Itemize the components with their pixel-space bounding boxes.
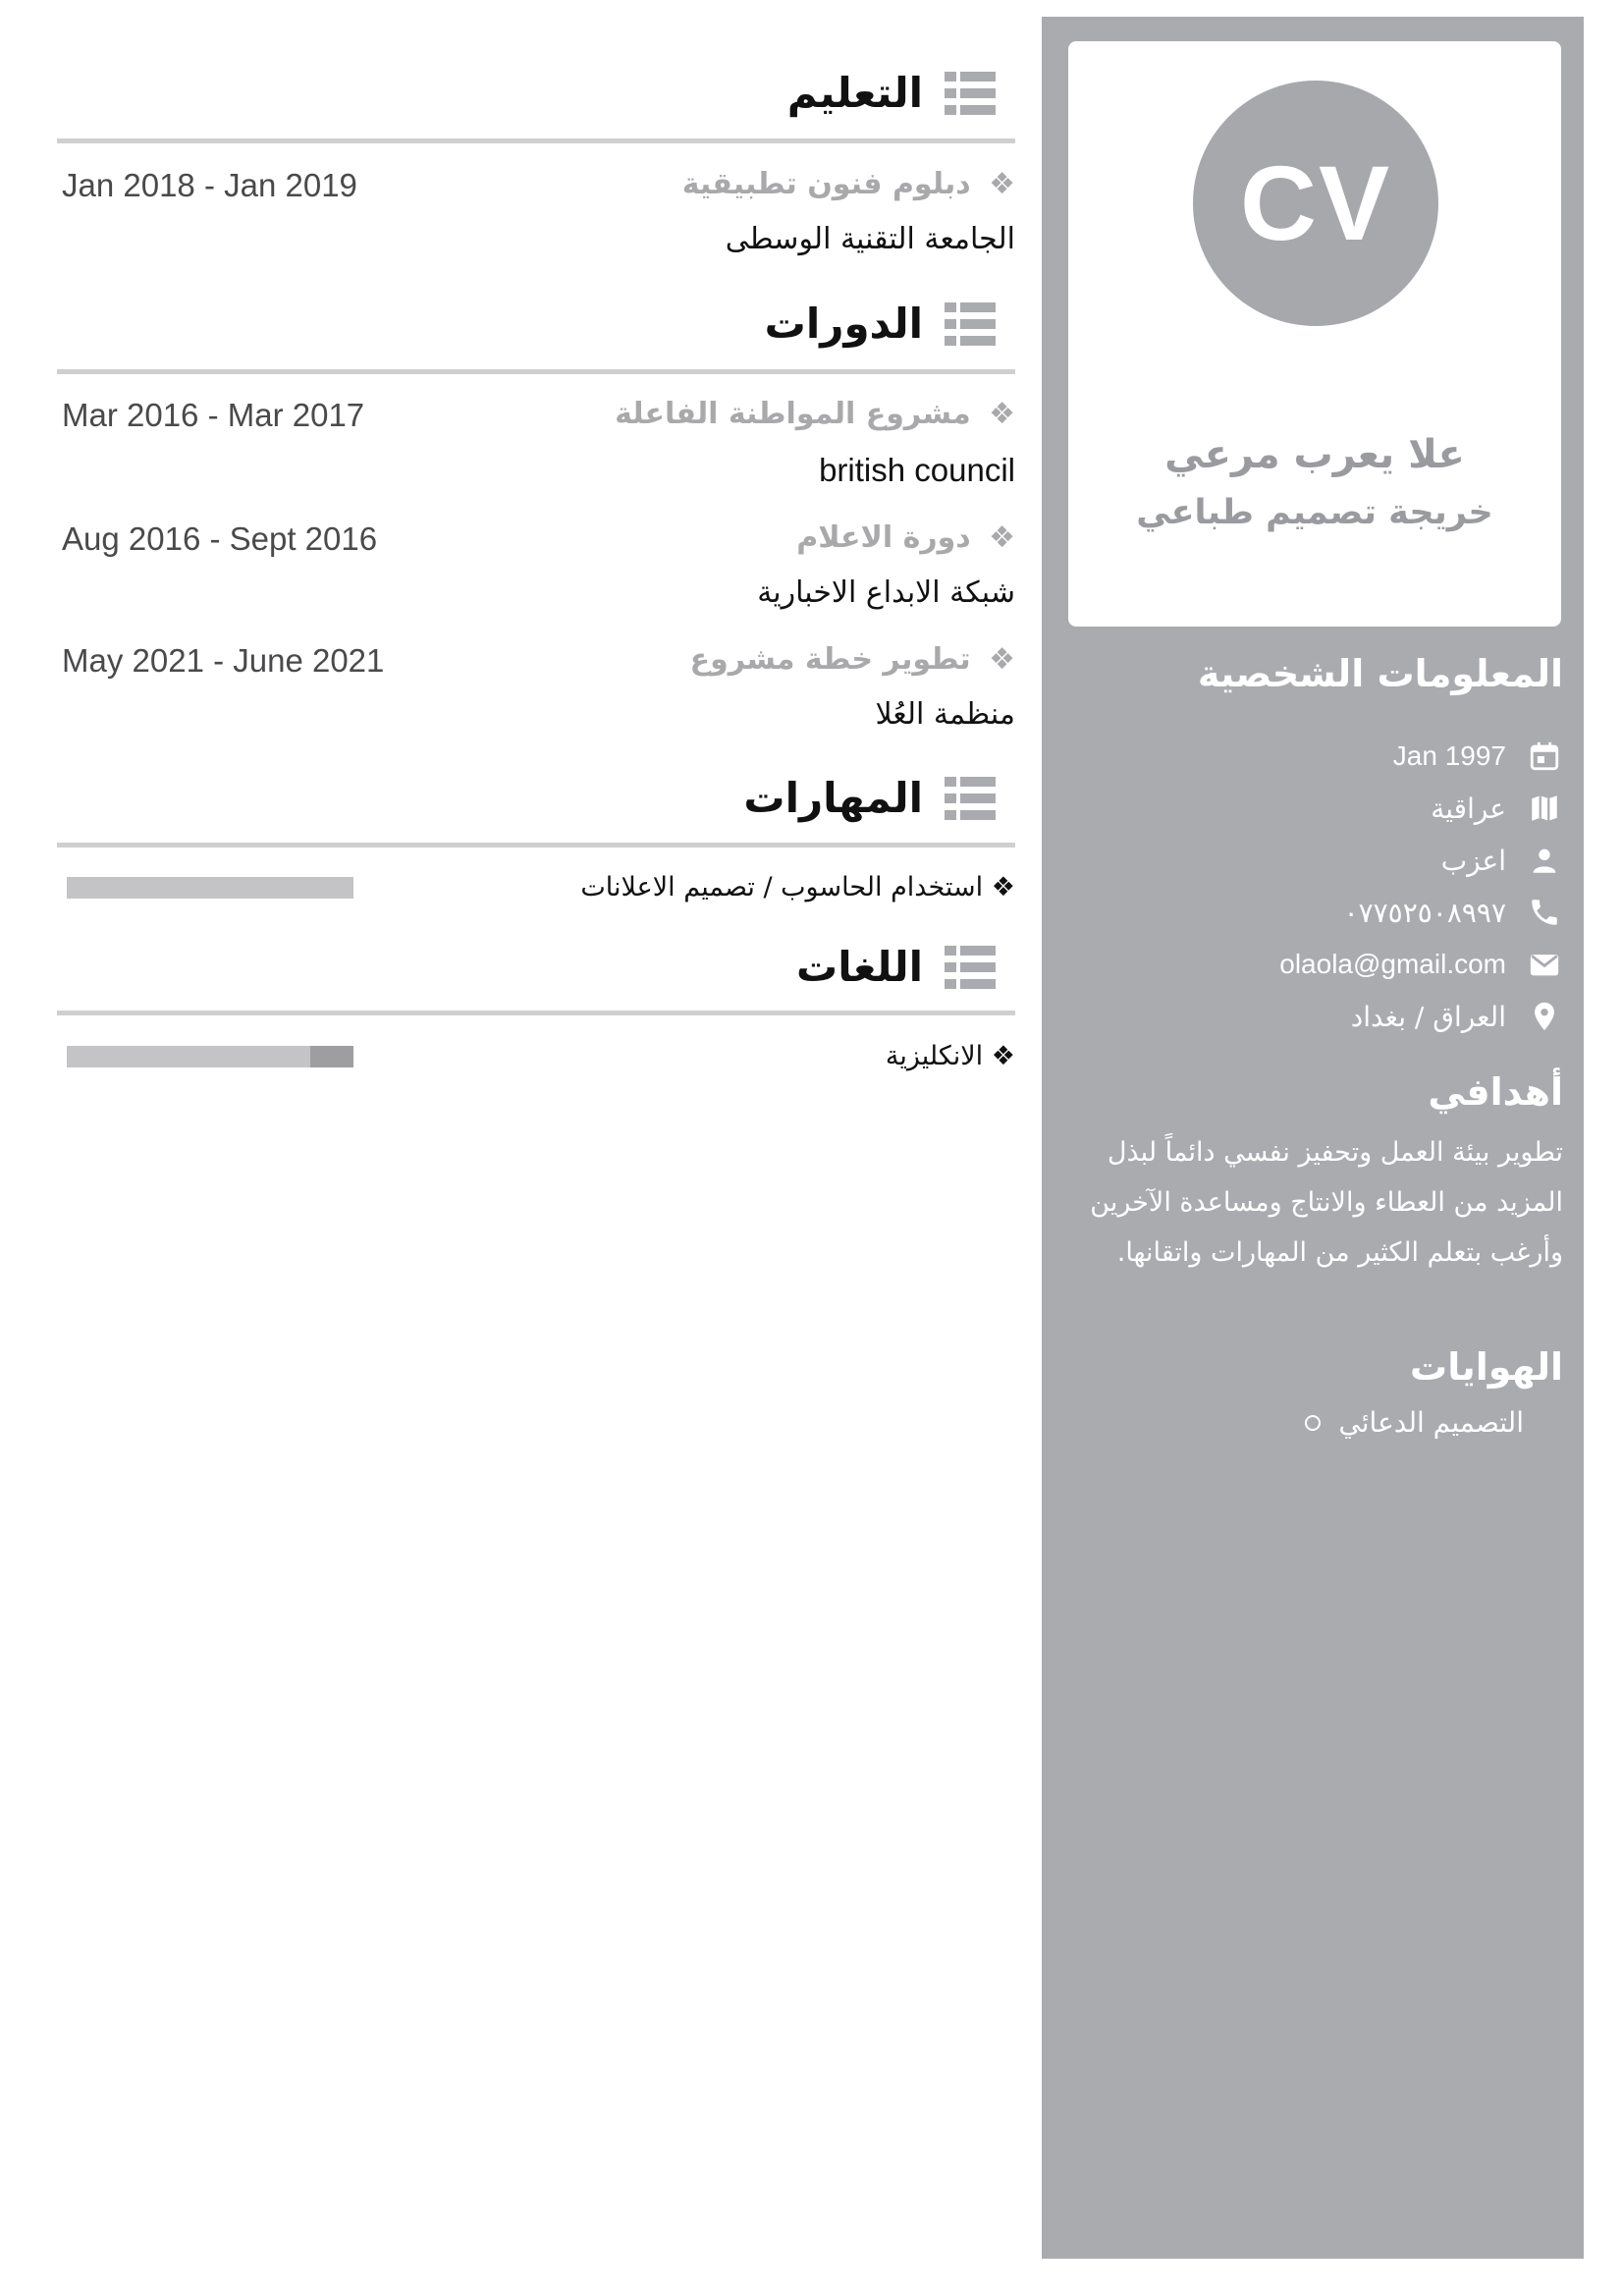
languages-title: اللغات (796, 943, 923, 991)
info-location-value: العراق / بغداد (1350, 1000, 1506, 1033)
info-birthdate-value: Jan 1997 (1392, 740, 1506, 771)
info-nationality-value: عراقية (1431, 792, 1506, 825)
skills-title: المهارات (743, 774, 923, 822)
info-marital-value: اعزب (1440, 844, 1506, 877)
courses-heading (765, 300, 996, 348)
course-item-title: ❖ تطوير خطة مشروع (689, 642, 1015, 677)
language-level-bar (67, 1046, 353, 1067)
info-marital (1441, 839, 1561, 882)
language-level-fill (67, 1046, 310, 1067)
map-icon (1528, 792, 1561, 825)
skill-level-fill (67, 877, 353, 899)
course-item-org: منظمة العُلا (875, 697, 1015, 732)
info-phone-value: ٠٧٧٥٢٥٠٨٩٩٧ (1343, 896, 1506, 929)
cv-badge: CV (1193, 81, 1438, 326)
diamond-bullet-icon: ❖ (989, 642, 1015, 677)
course-item-title: ❖ مشروع المواطنة الفاعلة (615, 397, 1015, 431)
person-title: خريجة تصميم طباعي (1136, 493, 1493, 532)
courses-title: الدورات (764, 300, 923, 348)
goals-line: وأرغب بتعلم الكثير من المهارات واتقانها. (1116, 1237, 1563, 1268)
info-email (1279, 943, 1561, 986)
hobby-item (1305, 1406, 1524, 1439)
skill-item-label: ❖ استخدام الحاسوب / تصميم الاعلانات (580, 872, 1015, 902)
diamond-bullet-icon: ❖ (991, 872, 1015, 902)
section-divider (57, 843, 1015, 847)
hobbies-heading: الهوايات (1410, 1345, 1563, 1389)
diamond-bullet-icon: ❖ (989, 397, 1015, 431)
goals-text (1080, 1127, 1563, 1278)
goals-line: تطوير بيئة العمل وتحفيز نفسي دائماً لبذل (1107, 1137, 1563, 1168)
language-level-rest (310, 1046, 353, 1067)
skills-heading (743, 774, 996, 822)
education-item-title: ❖ دبلوم فنون تطبيقية (681, 167, 1015, 201)
diamond-bullet-icon: ❖ (991, 1041, 1015, 1071)
goals-line: المزيد من العطاء والانتاج ومساعدة الآخرين (1090, 1187, 1563, 1218)
course-item-date: Mar 2016 - Mar 2017 (62, 397, 365, 433)
course-item-org: شبكة الابداع الاخبارية (757, 575, 1015, 610)
list-icon (945, 777, 996, 820)
goals-heading: أهدافي (1428, 1070, 1563, 1114)
education-title: التعليم (786, 69, 923, 117)
diamond-bullet-icon: ❖ (989, 167, 1015, 201)
section-divider (57, 138, 1015, 143)
hobby-label: التصميم الدعائي (1338, 1406, 1524, 1439)
course-item-org: british council (819, 452, 1015, 488)
mail-icon (1528, 948, 1561, 981)
course-item-date: Aug 2016 - Sept 2016 (62, 520, 378, 557)
info-birthdate (1393, 735, 1561, 778)
list-icon (945, 302, 996, 346)
languages-heading (796, 943, 996, 991)
circle-bullet-icon (1305, 1415, 1321, 1431)
person-name: علا يعرب مرعي (1164, 432, 1465, 477)
info-phone (1344, 891, 1561, 934)
calendar-icon (1528, 739, 1561, 773)
info-location (1351, 995, 1561, 1038)
education-item-date: Jan 2018 - Jan 2019 (62, 167, 357, 203)
skill-level-bar (67, 877, 353, 899)
section-divider (57, 1011, 1015, 1015)
diamond-bullet-icon: ❖ (989, 520, 1015, 555)
person-icon (1528, 844, 1561, 877)
list-icon (945, 946, 996, 989)
info-nationality (1431, 787, 1561, 830)
personal-info-heading: المعلومات الشخصية (1197, 652, 1563, 695)
location-icon (1528, 1000, 1561, 1033)
education-item-org: الجامعة التقنية الوسطى (725, 222, 1015, 256)
course-item-date: May 2021 - June 2021 (62, 642, 385, 679)
list-icon (945, 72, 996, 115)
language-item-label: ❖ الانكليزية (885, 1041, 1015, 1071)
info-email-value: olaola@gmail.com (1279, 949, 1506, 979)
education-heading (787, 69, 996, 117)
section-divider (57, 369, 1015, 374)
phone-icon (1528, 896, 1561, 929)
course-item-title: ❖ دورة الاعلام (796, 520, 1015, 555)
